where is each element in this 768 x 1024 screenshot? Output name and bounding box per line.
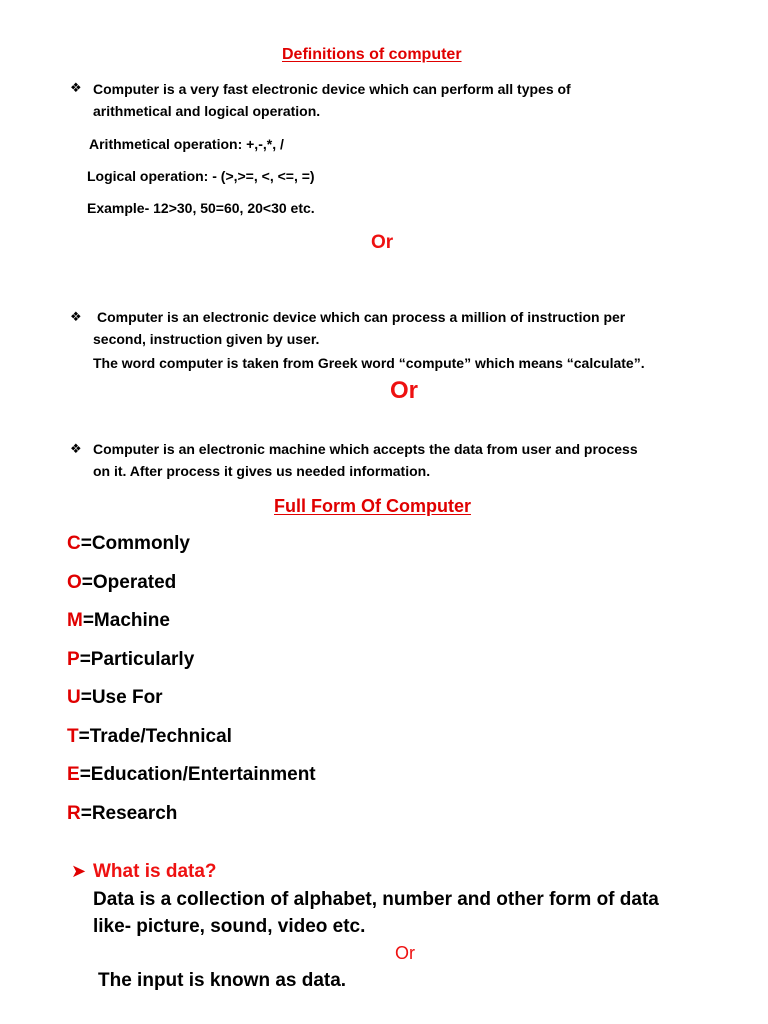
def1-line2: arithmetical and logical operation. [93, 103, 321, 119]
definitions-heading: Definitions of computer [282, 46, 462, 63]
def2-line2: second, instruction given by user. [93, 331, 320, 347]
example-line: Example- 12>30, 50=60, 20<30 etc. [87, 200, 315, 216]
full-form-item-r: R=Research [67, 803, 178, 824]
arithmetical-operation: Arithmetical operation: +,-,*, / [89, 136, 284, 152]
or-separator-3: Or [395, 943, 415, 963]
full-form-item-u: U=Use For [67, 687, 163, 708]
full-form-item-t: T=Trade/Technical [67, 726, 232, 747]
full-form-item-o: O=Operated [67, 572, 177, 593]
full-form-item-p: P=Particularly [67, 649, 195, 670]
def2-line1: Computer is an electronic device which can process a million of instruction per [97, 309, 626, 325]
logical-operation: Logical operation: - (>,>=, <, <=, =) [87, 168, 315, 184]
diamond-bullet-icon: ❖ [70, 441, 82, 456]
or-separator-2: Or [390, 377, 419, 404]
def2-line3: The word computer is taken from Greek word “compute” which means “calculate”. [93, 355, 645, 371]
full-form-item-c: C=Commonly [67, 533, 191, 554]
diamond-bullet-icon: ❖ [70, 80, 82, 95]
def3-line2: on it. After process it gives us needed information. [93, 463, 431, 479]
data-definition-line1: Data is a collection of alphabet, number and other form of data [93, 889, 659, 910]
what-is-data-question: What is data? [93, 861, 217, 882]
diamond-bullet-icon: ❖ [70, 309, 82, 324]
data-definition-line2: like- picture, sound, video etc. [93, 916, 366, 937]
full-form-item-e: E=Education/Entertainment [67, 764, 316, 785]
def1-line1: Computer is a very fast electronic device which can perform all types of [93, 81, 571, 97]
data-definition-line3: The input is known as data. [98, 970, 347, 991]
full-form-heading: Full Form Of Computer [274, 496, 471, 516]
full-form-item-m: M=Machine [67, 610, 170, 631]
or-separator-1: Or [371, 232, 394, 253]
arrow-bullet-icon: ➤ [71, 861, 87, 881]
def3-line1: Computer is an electronic machine which accepts the data from user and process [93, 441, 638, 457]
